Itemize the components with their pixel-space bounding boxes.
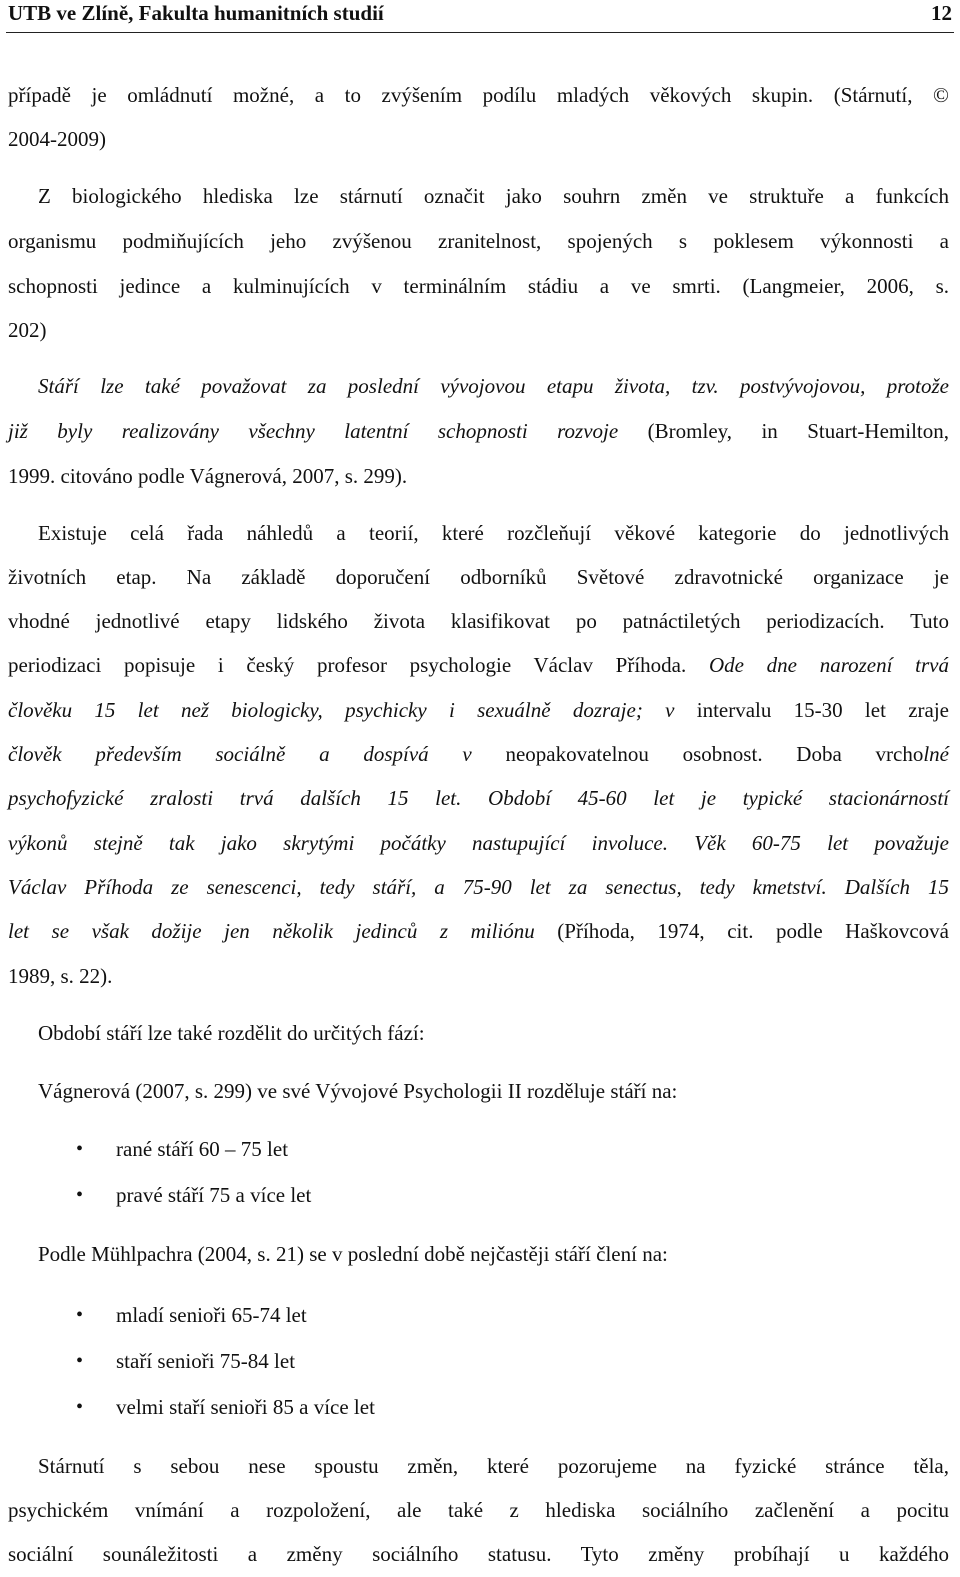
list-item: rané stáří 60 – 75 let bbox=[116, 1137, 289, 1161]
citation: (Příhoda, 1974, cit. podle Haškovcová bbox=[534, 919, 949, 943]
quote-italic: již byly realizovány všechny latentní schopnosti rozvoje bbox=[8, 419, 619, 443]
list-item: velmi staří senioři 85 a více let bbox=[116, 1395, 375, 1419]
paragraph-line bbox=[8, 918, 949, 944]
quote-line: výkonů stejně tak jako skrytými počátky nastupující involuce. Věk 60-75 let považuje bbox=[8, 831, 949, 855]
paragraph-line: 1999. citováno podle Vágnerová, 2007, s. 299). bbox=[8, 464, 408, 488]
quote-line: Stáří lze také považovat za poslední vývojovou etapu života, tzv. postvývojovou, protože bbox=[38, 374, 949, 398]
paragraph-line: Podle Mühlpachra (2004, s. 21) se v poslední době nejčastěji stáří člení na: bbox=[38, 1242, 668, 1266]
paragraph-line: životních etap. Na základě doporučení odborníků Světové zdravotnické organizace je bbox=[8, 565, 949, 589]
paragraph-line bbox=[8, 697, 949, 723]
paragraph-line: Období stáří lze také rozdělit do určitých fází: bbox=[38, 1021, 425, 1045]
paragraph-line: Vágnerová (2007, s. 299) ve své Vývojové Psychologii II rozděluje stáří na: bbox=[38, 1079, 678, 1103]
quote-line: psychofyzické zralosti trvá dalších 15 let. Období 45-60 let je typické stacionárností bbox=[8, 786, 949, 810]
bullet-icon: • bbox=[76, 1184, 84, 1206]
paragraph-line: 1989, s. 22). bbox=[8, 964, 113, 988]
paragraph-line bbox=[8, 652, 949, 678]
paragraph-line: schopnosti jedince a kulminujících v terminálním stádiu a ve smrti. (Langmeier, 2006, s. bbox=[8, 274, 949, 298]
paragraph-line: Existuje celá řada náhledů a teorií, které rozčleňují věkové kategorie do jednotlivých bbox=[38, 521, 949, 545]
bullet-icon: • bbox=[76, 1396, 84, 1418]
page-number: 12 bbox=[931, 1, 952, 25]
bullet-icon: • bbox=[76, 1138, 84, 1160]
citation: (Bromley, in Stuart-Hemilton, bbox=[618, 419, 949, 443]
quote-line: Václav Příhoda ze senescenci, tedy stáří, a 75-90 let za senectus, tedy kmetství. Dalších 15 bbox=[8, 875, 949, 899]
quote-italic: člověku 15 let než biologicky, psychicky i sexuálně dozraje; v bbox=[8, 698, 697, 722]
bullet-icon: • bbox=[76, 1350, 84, 1372]
list-item: staří senioři 75-84 let bbox=[116, 1349, 296, 1373]
paragraph-line bbox=[8, 741, 949, 767]
paragraph-line: 2004-2009) bbox=[8, 127, 106, 151]
quote-italic: lné bbox=[923, 742, 949, 766]
paragraph-line: Z biologického hlediska lze stárnutí označit jako souhrn změn ve struktuře a funkcích bbox=[38, 184, 949, 208]
header-title: UTB ve Zlíně, Fakulta humanitních studií bbox=[8, 1, 384, 25]
paragraph-line: sociální sounáležitosti a změny sociálního statusu. Tyto změny probíhají u každého bbox=[8, 1542, 949, 1566]
text-span: neopakovatelnou osobnost. Doba vrcho bbox=[505, 742, 924, 766]
quote-italic: let se však dožije jen několik jedinců z miliónu bbox=[8, 919, 535, 943]
text-span: intervalu 15-30 let zraje bbox=[696, 698, 949, 722]
bullet-icon: • bbox=[76, 1304, 84, 1326]
list-item: mladí senioři 65-74 let bbox=[116, 1303, 307, 1327]
paragraph-line: organismu podmiňujících jeho zvýšenou zranitelnost, spojených s poklesem výkonnosti a bbox=[8, 229, 949, 253]
quote-italic: Ode dne narození trvá bbox=[708, 653, 949, 677]
quote-line bbox=[8, 418, 949, 444]
paragraph-line: vhodné jednotlivé etapy lidského života klasifikovat po patnáctiletých periodizacích. Tuto bbox=[8, 609, 949, 633]
list-item: pravé stáří 75 a více let bbox=[116, 1183, 312, 1207]
paragraph-line: 202) bbox=[8, 318, 47, 342]
paragraph-line: Stárnutí s sebou nese spoustu změn, které pozorujeme na fyzické stránce těla, bbox=[38, 1454, 949, 1478]
quote-italic: člověk především sociálně a dospívá v bbox=[8, 742, 506, 766]
paragraph-line: případě je omládnutí možné, a to zvýšením podílu mladých věkových skupin. (Stárnutí, © bbox=[8, 83, 949, 107]
page-header bbox=[6, 0, 954, 33]
paragraph-line: psychickém vnímání a rozpoložení, ale také z hlediska sociálního začlenění a pocitu bbox=[8, 1498, 949, 1522]
text-span: periodizaci popisuje i český profesor psychologie Václav Příhoda. bbox=[8, 653, 709, 677]
